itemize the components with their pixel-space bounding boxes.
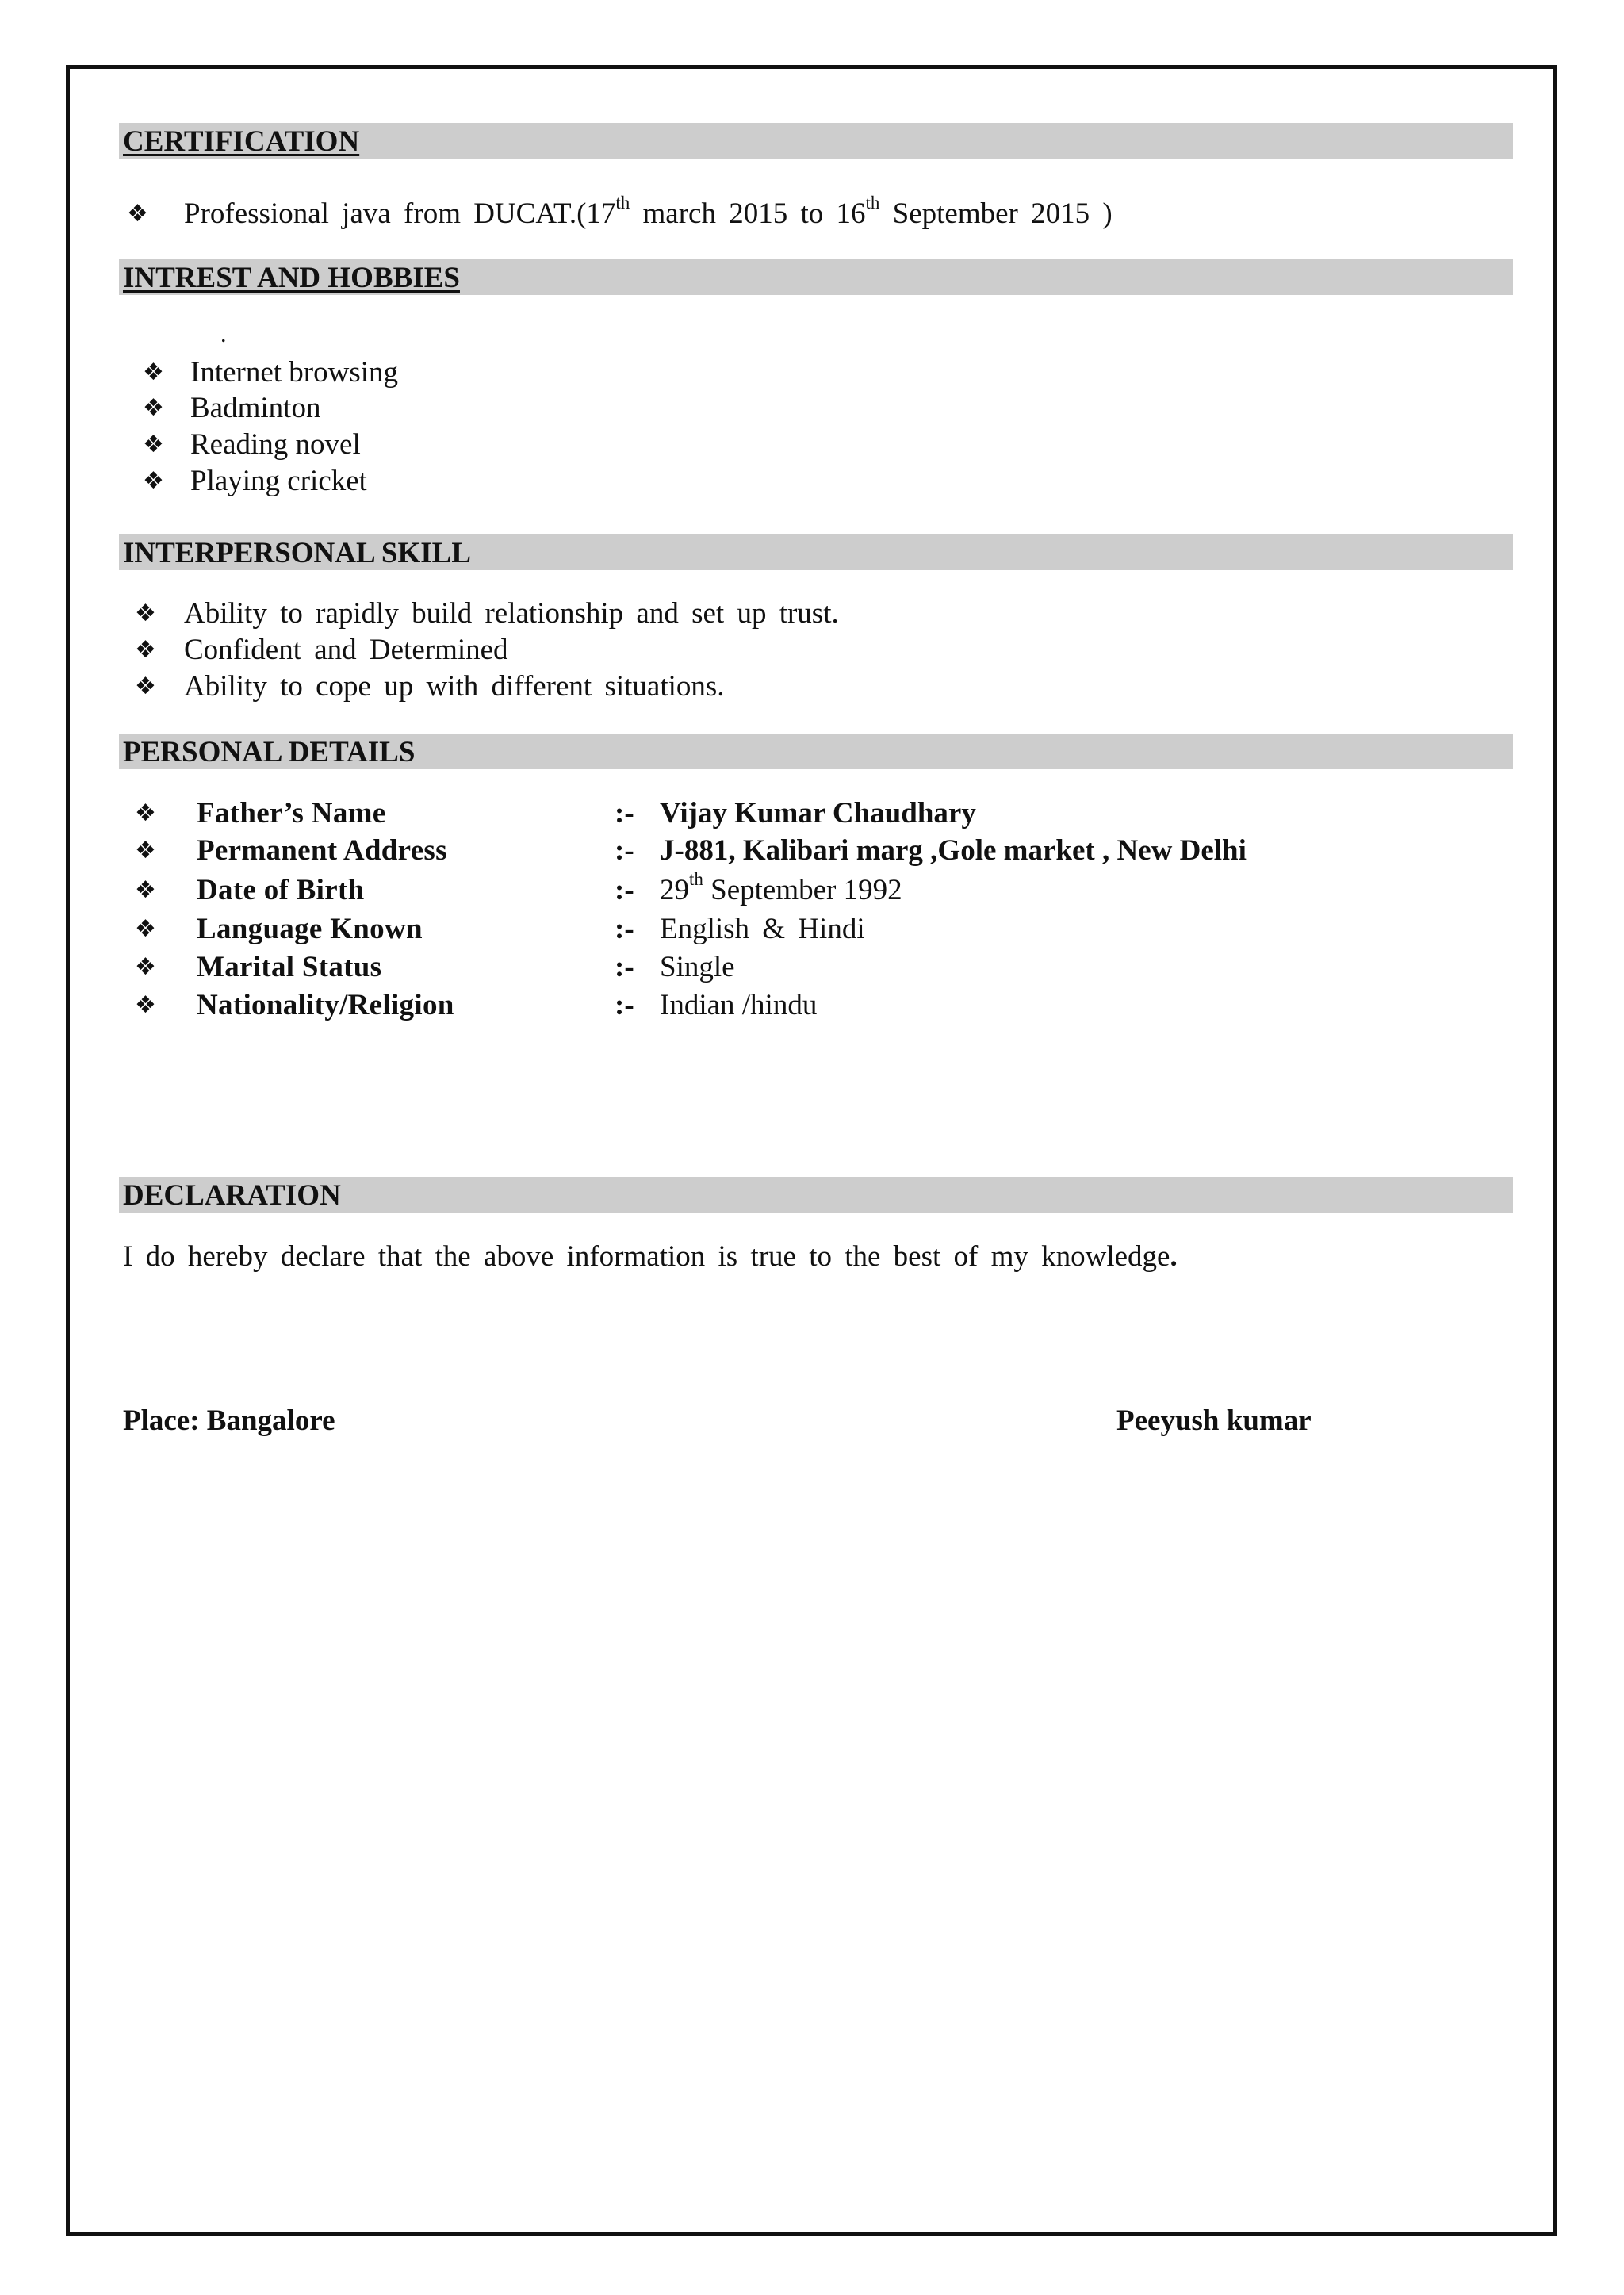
signature-place: Place: Bangalore xyxy=(123,1404,335,1437)
bullet-icon: ❖ xyxy=(143,394,164,422)
personal-label-address: Permanent Address xyxy=(197,834,447,867)
bullet-icon: ❖ xyxy=(135,672,156,700)
personal-separator: :- xyxy=(615,834,634,867)
signature-name: Peeyush kumar xyxy=(1116,1404,1312,1437)
hobby-item: Badminton xyxy=(190,392,321,424)
bullet-icon: ❖ xyxy=(143,467,164,495)
declaration-text: I do hereby declare that the above information is true to the best of my knowledge. xyxy=(123,1240,1178,1273)
interpersonal-item: Ability to cope up with different situations. xyxy=(184,670,725,703)
bullet-icon: ❖ xyxy=(143,358,164,386)
bullet-icon: ❖ xyxy=(135,600,156,627)
section-hobbies-heading: INTREST AND HOBBIES xyxy=(119,259,1513,295)
interpersonal-item: Ability to rapidly build relationship and set up trust. xyxy=(184,597,839,630)
personal-label-dob: Date of Birth xyxy=(197,874,365,906)
personal-label-language: Language Known xyxy=(197,913,423,945)
bullet-icon: ❖ xyxy=(135,876,156,904)
interpersonal-item: Confident and Determined xyxy=(184,634,508,666)
hobby-item: Reading novel xyxy=(190,428,361,461)
bullet-icon: ❖ xyxy=(135,953,156,981)
personal-value-nationality: Indian /hindu xyxy=(660,989,818,1021)
stray-dot: . xyxy=(220,321,227,347)
personal-value-father: Vijay Kumar Chaudhary xyxy=(660,797,976,829)
hobby-item: Internet browsing xyxy=(190,356,399,389)
personal-label-nationality: Nationality/Religion xyxy=(197,989,454,1021)
bullet-icon: ❖ xyxy=(135,837,156,864)
personal-separator: :- xyxy=(615,989,634,1021)
personal-label-marital: Marital Status xyxy=(197,951,382,983)
hobby-item: Playing cricket xyxy=(190,465,367,497)
bullet-icon: ❖ xyxy=(135,991,156,1019)
personal-value-address: J-881, Kalibari marg ,Gole market , New Delhi xyxy=(660,834,1247,867)
personal-separator: :- xyxy=(615,913,634,945)
personal-separator: :- xyxy=(615,797,634,829)
personal-value-marital: Single xyxy=(660,951,735,983)
personal-separator: :- xyxy=(615,874,634,906)
certification-item: Professional java from DUCAT.(17th march 2015 to 16th September 2015 ) xyxy=(184,193,1113,230)
personal-value-language: English & Hindi xyxy=(660,913,865,945)
personal-separator: :- xyxy=(615,951,634,983)
bullet-icon: ❖ xyxy=(143,431,164,458)
personal-value-dob: 29th September 1992 xyxy=(660,869,902,906)
section-certification-heading: CERTIFICATION xyxy=(119,123,1513,159)
section-interpersonal-heading: INTERPERSONAL SKILL xyxy=(119,534,1513,570)
bullet-icon: ❖ xyxy=(135,799,156,827)
bullet-icon: ❖ xyxy=(135,915,156,943)
personal-label-father: Father’s Name xyxy=(197,797,386,829)
section-personal-heading: PERSONAL DETAILS xyxy=(119,734,1513,769)
section-declaration-heading: DECLARATION xyxy=(119,1177,1513,1213)
bullet-icon: ❖ xyxy=(127,200,148,228)
bullet-icon: ❖ xyxy=(135,636,156,664)
